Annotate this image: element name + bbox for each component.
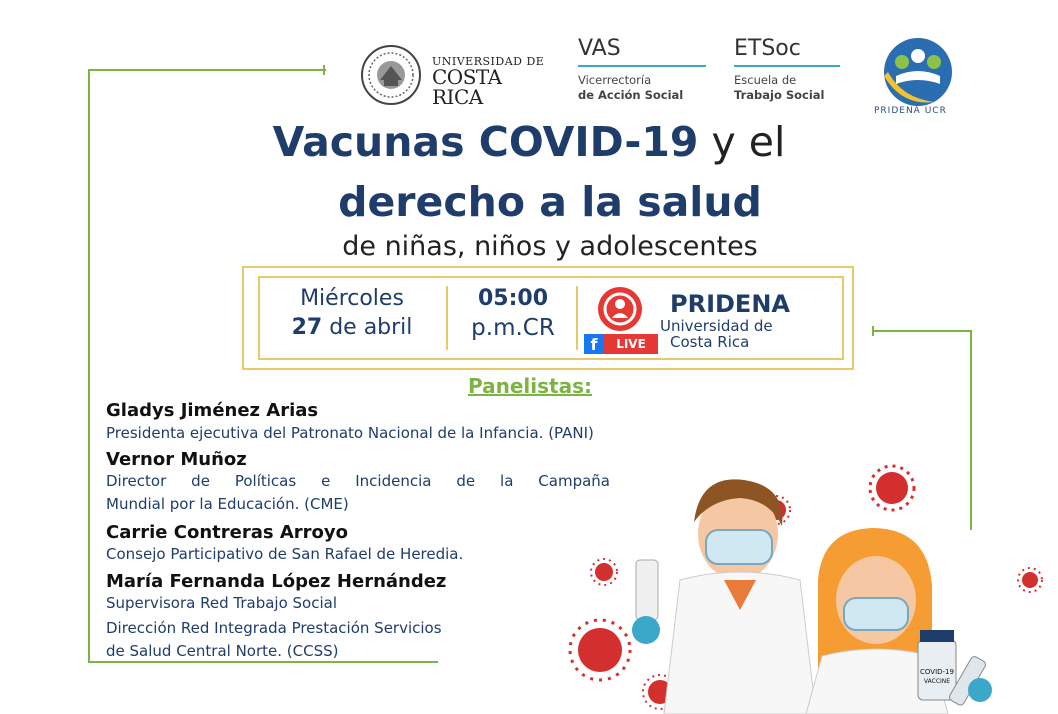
live-label: LIVE	[604, 334, 658, 354]
ucr-seal-icon	[358, 44, 424, 106]
platform-info	[660, 290, 840, 351]
panelist-2-role-1: Director de Políticas e Incidencia de la Campaña	[106, 472, 610, 490]
frame-right-tick	[872, 326, 874, 336]
vaccine-label-2: VACCINE	[923, 678, 951, 685]
panelist-3-role: Consejo Participativo de San Rafael de Heredia.	[106, 545, 464, 563]
fb-live-bar	[584, 334, 658, 354]
panelist-4-name: María Fernanda López Hernández	[106, 571, 447, 592]
event-date-cell	[260, 278, 444, 358]
vas-abbr: VAS	[578, 36, 621, 61]
platform-line2: Costa Rica	[670, 333, 750, 351]
subtitle: de niñas, niños y adolescentes	[342, 231, 758, 262]
vaccine-label-1: COVID-19	[920, 668, 954, 676]
virus-icon	[870, 466, 914, 510]
event-date	[260, 315, 444, 340]
panelist-1-name: Gladys Jiménez Arias	[106, 400, 319, 421]
event-time: 05:00	[477, 286, 549, 311]
title-bold: Vacunas COVID-19	[272, 118, 699, 166]
event-day: Miércoles	[300, 286, 404, 311]
etsoc-line2: Trabajo Social	[734, 88, 825, 102]
panelist-4-role-3: de Salud Central Norte. (CCSS)	[106, 642, 339, 660]
frame-right-top-line	[872, 330, 972, 332]
etsoc-rule	[734, 65, 840, 67]
panelist-2-role-2: Mundial por la Educación. (CME)	[106, 495, 349, 513]
live-broadcast-icon	[584, 284, 656, 334]
doctors-illustration	[560, 460, 1058, 714]
event-time-cell	[450, 278, 576, 358]
ucr-logo	[358, 44, 558, 109]
frame-top-left-line	[88, 69, 326, 71]
event-date-num: 27	[291, 315, 323, 340]
divider-2	[576, 286, 578, 350]
pridena-emblem-icon	[872, 36, 964, 108]
pridena-label: PRIDENA UCR	[874, 106, 947, 116]
etsoc-abbr: ETSoc	[734, 36, 801, 61]
panelist-2-name: Vernor Muñoz	[106, 449, 247, 470]
ucr-line1: UNIVERSIDAD DE	[432, 55, 545, 68]
facebook-live-badge	[584, 284, 664, 354]
panelist-4-role-2: Dirección Red Integrada Prestación Servicios	[106, 619, 442, 637]
pridena-logo	[872, 36, 964, 120]
event-time-suffix: p.m.CR	[471, 315, 555, 341]
platform-name: PRIDENA	[670, 290, 790, 318]
facebook-icon: f	[584, 334, 604, 354]
vas-line1: Vicerrectoría	[578, 73, 652, 87]
event-info-box	[242, 266, 854, 370]
ucr-line2: COSTA RICA	[432, 65, 502, 109]
panelist-1-role: Presidenta ejecutiva del Patronato Nacional de la Infancia. (PANI)	[106, 424, 594, 442]
etsoc-logo	[734, 36, 840, 103]
title-line1	[0, 118, 1058, 166]
title-light: y el	[698, 118, 786, 166]
event-date-rest: de abril	[322, 315, 413, 340]
panelist-4-role-1: Supervisora Red Trabajo Social	[106, 594, 337, 612]
divider-1	[446, 286, 448, 350]
vas-rule	[578, 65, 706, 67]
etsoc-line1: Escuela de	[734, 73, 797, 87]
panelists-heading: Panelistas:	[468, 374, 592, 398]
platform-line1: Universidad de	[660, 317, 773, 335]
panelist-3-name: Carrie Contreras Arroyo	[106, 522, 348, 543]
vas-logo	[578, 36, 706, 103]
frame-top-left-tick	[323, 65, 325, 75]
vas-line2: de Acción Social	[578, 88, 684, 102]
title-line2: derecho a la salud	[338, 178, 762, 226]
